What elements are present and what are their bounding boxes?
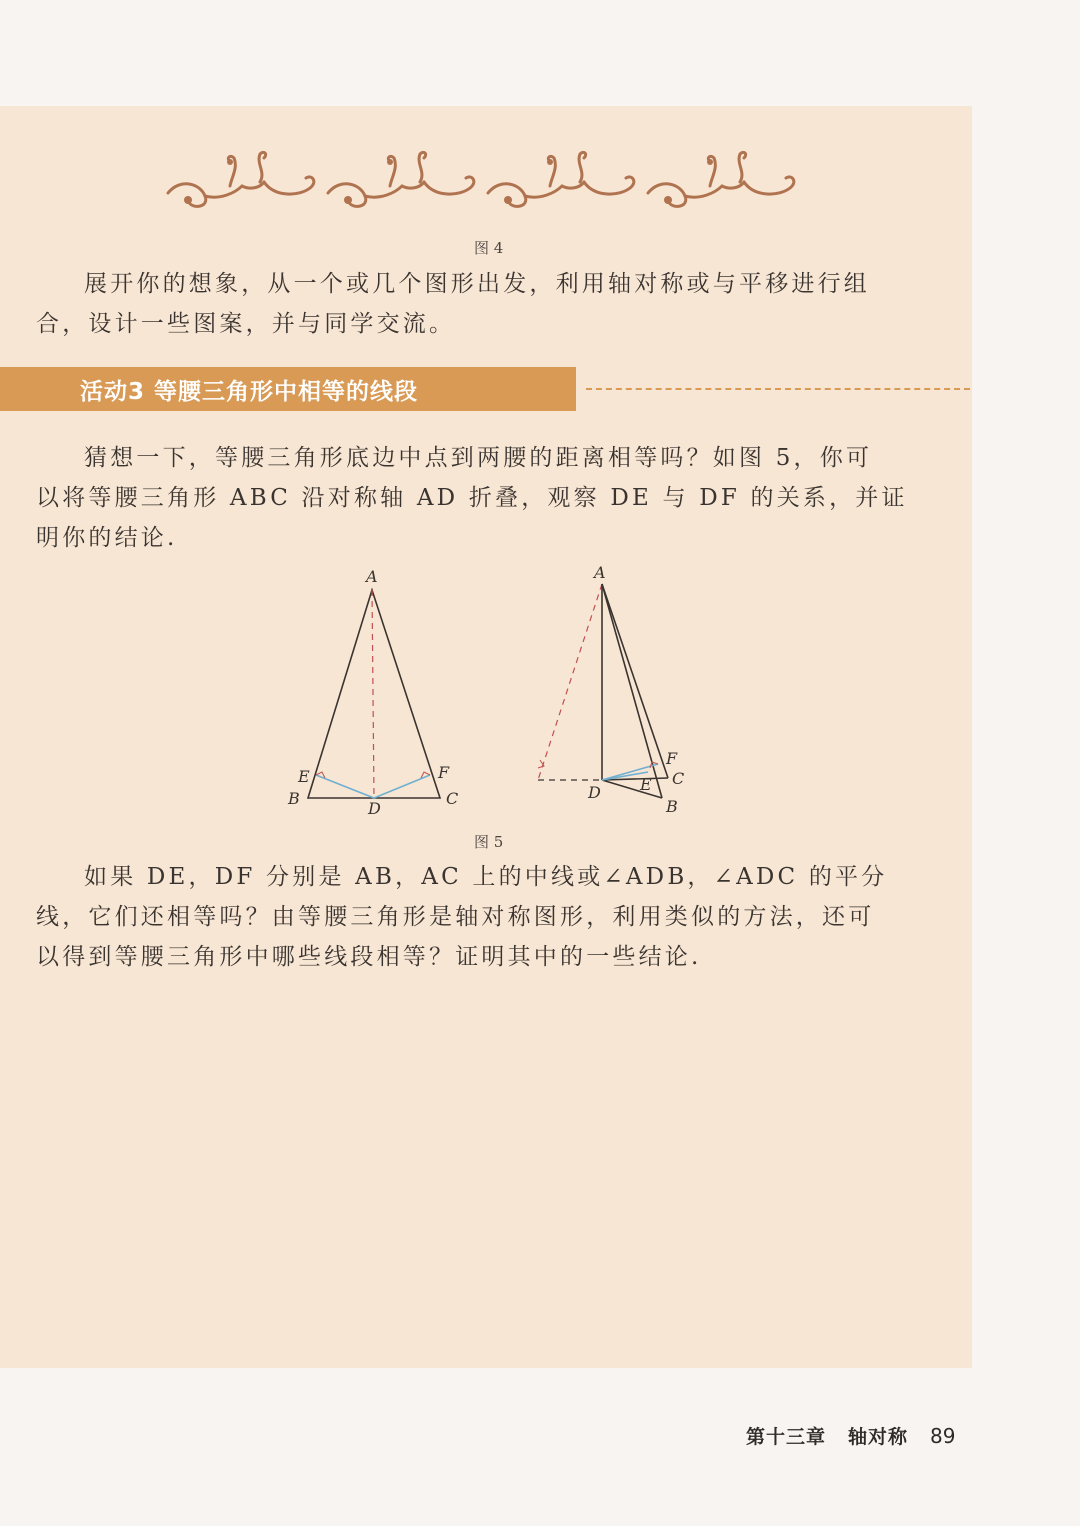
paragraph-line: 以得到等腰三角形中哪些线段相等？证明其中的一些结论. <box>36 944 702 970</box>
paragraph-conjecture <box>36 438 956 558</box>
label-e: E <box>298 767 310 786</box>
label-e-folded: E <box>640 775 652 794</box>
paragraph-line: 线，它们还相等吗？由等腰三角形是轴对称图形，利用类似的方法，还可 <box>36 904 875 930</box>
label-f: F <box>438 763 450 782</box>
section-title: 活动3 等腰三角形中相等的线段 <box>80 378 419 405</box>
label-d: D <box>368 799 381 818</box>
figure-5-caption: 图 5 <box>474 833 504 851</box>
figure-5-diagram <box>270 560 710 830</box>
paragraph-line: 展开你的想象，从一个或几个图形出发，利用轴对称或与平移进行组 <box>84 271 870 297</box>
paragraph-line: 合，设计一些图案，并与同学交流。 <box>36 311 456 337</box>
label-a-folded: A <box>594 563 606 582</box>
chapter-number: 第十三章 <box>746 1426 827 1448</box>
section-banner <box>0 367 576 411</box>
label-b-folded: B <box>666 797 678 816</box>
paragraph-line: 明你的结论. <box>36 525 178 551</box>
paragraph-line: 猜想一下，等腰三角形底边中点到两腰的距离相等吗？如图 5，你可 <box>84 445 873 471</box>
chapter-title: 轴对称 <box>848 1426 909 1448</box>
label-b: B <box>288 789 300 808</box>
label-c: C <box>446 789 459 808</box>
label-d-folded: D <box>588 783 601 802</box>
ornament-border-image <box>160 138 820 218</box>
paragraph-line: 以将等腰三角形 ABC 沿对称轴 AD 折叠，观察 DE 与 DF 的关系，并证 <box>36 485 908 511</box>
label-a: A <box>366 567 378 586</box>
page-number: 89 <box>930 1424 956 1448</box>
label-c-folded: C <box>672 769 685 788</box>
figure-4-caption: 图 4 <box>474 239 504 257</box>
page-footer <box>746 1422 955 1449</box>
paragraph-design <box>36 264 956 344</box>
paragraph-extension <box>36 857 956 977</box>
section-divider <box>586 388 970 390</box>
triangle-abc-unfolded <box>308 590 440 798</box>
paragraph-line: 如果 DE，DF 分别是 AB，AC 上的中线或∠ADB，∠ADC 的平分 <box>84 864 888 890</box>
triangle-abc-folded <box>538 584 668 798</box>
label-f-folded: F <box>666 749 678 768</box>
